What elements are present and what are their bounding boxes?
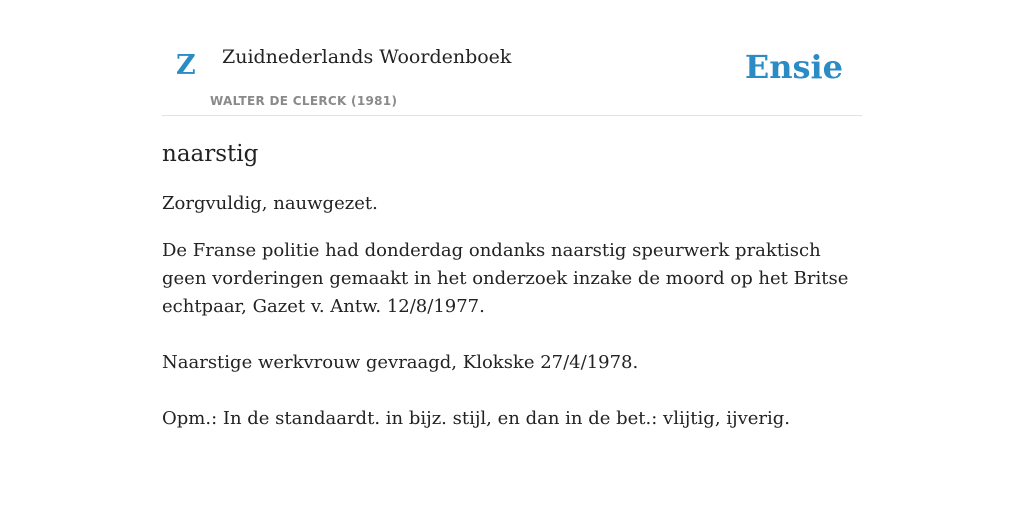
- site-header: [162, 0, 862, 116]
- entry-paragraph: Opm.: In de standaardt. in bijz. stijl, en dan in de bet.: vlijtig, ijverig.: [162, 408, 791, 429]
- entry-paragraph: Naarstige werkvrouw gevraagd, Klokske 27/4/1978.: [162, 352, 639, 373]
- entry-paragraph: De Franse politie had donderdag ondanks naarstig speurwerk praktisch geen vorderingen gemaakt in het onderzoek inzake de moord op het Britse echtpaar, Gazet v. Antw. 12/8/1977.: [162, 240, 849, 317]
- book-logo[interactable]: Z: [176, 50, 196, 81]
- book-title-link[interactable]: Zuidnederlands Woordenboek: [222, 46, 512, 68]
- entry-content: [162, 138, 862, 433]
- book-author: WALTER DE CLERCK (1981): [210, 94, 398, 108]
- entry-headword: naarstig: [162, 141, 259, 167]
- ensie-logo-link[interactable]: Ensie: [744, 48, 843, 86]
- entry-definition: Zorgvuldig, nauwgezet.: [162, 193, 378, 214]
